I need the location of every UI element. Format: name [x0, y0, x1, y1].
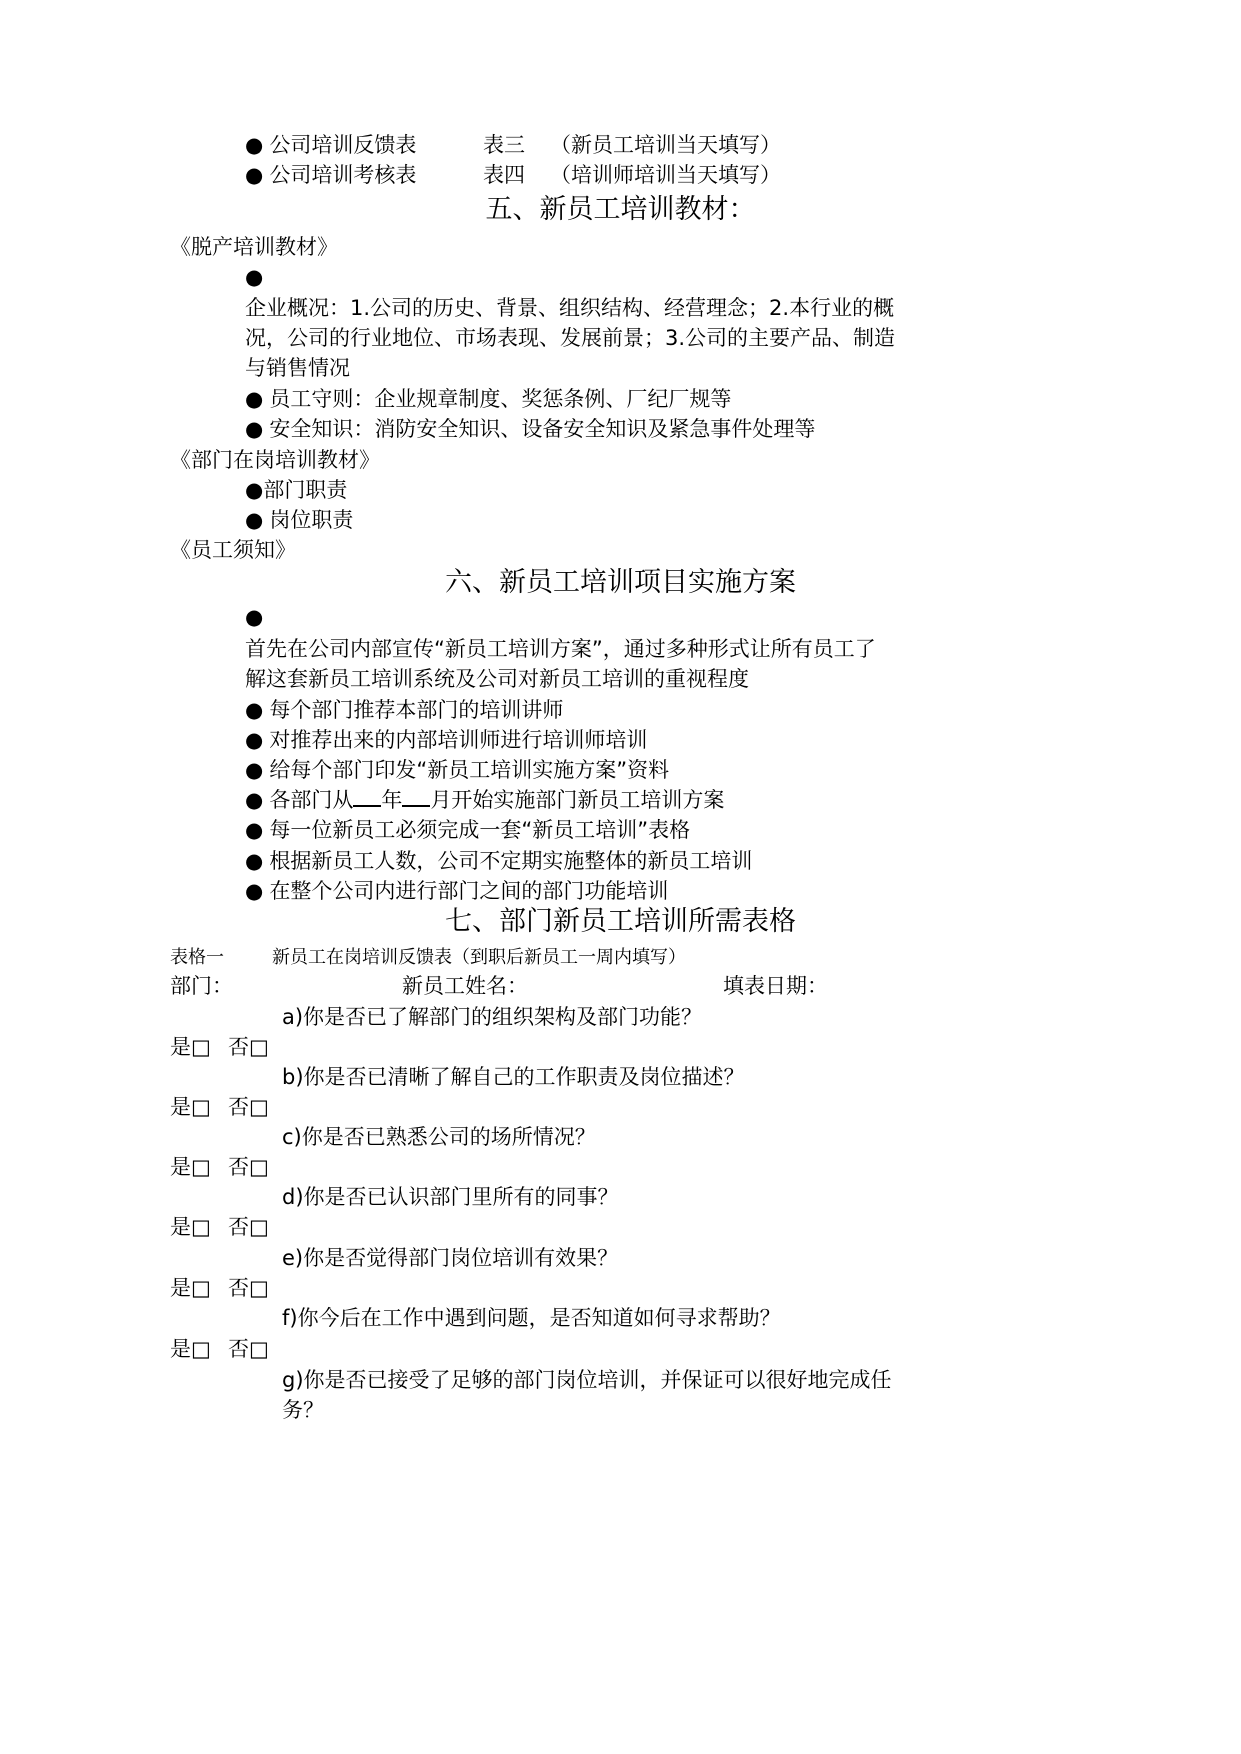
- no-checkbox[interactable]: 否□: [228, 1215, 269, 1239]
- list-item-text: 年: [381, 788, 403, 812]
- yes-checkbox[interactable]: 是□: [170, 1337, 211, 1361]
- form-label: 表格一: [170, 947, 224, 968]
- list-item-text: 每一位新员工必须完成一套“新员工培训”表格: [269, 818, 691, 842]
- question: d)你是否已认识部门里所有的同事？: [282, 1185, 619, 1209]
- list-item-text: 月开始实施部门新员工培训方案: [430, 788, 725, 812]
- bullet-icon: ●: [245, 849, 264, 873]
- list-item: [245, 695, 563, 725]
- list-item-text: 在整个公司内进行部门之间的部门功能培训: [269, 879, 669, 903]
- no-checkbox[interactable]: 否□: [228, 1035, 269, 1059]
- list-item-text: 部门职责: [263, 478, 348, 502]
- form-list-item: [245, 160, 781, 190]
- form-note: （新员工培训当天填写）: [550, 133, 781, 157]
- list-item-text: 每个部门推荐本部门的培训讲师: [269, 698, 564, 722]
- form-table: 表四: [483, 163, 525, 187]
- list-item: [245, 876, 668, 906]
- list-item: [245, 755, 669, 785]
- question: c)你是否已熟悉公司的场所情况？: [282, 1125, 596, 1149]
- paragraph-line: 与销售情况: [245, 356, 350, 380]
- bullet-icon: ●: [245, 133, 264, 157]
- bullet-icon: ●: [245, 758, 264, 782]
- question: f)你今后在工作中遇到问题，是否知道如何寻求帮助？: [282, 1306, 781, 1330]
- list-item: [245, 785, 724, 815]
- list-item: [245, 846, 752, 876]
- paragraph-line: 首先在公司内部宣传“新员工培训方案”，通过多种形式让所有员工了: [245, 637, 876, 661]
- bullet-icon: ●: [245, 478, 264, 502]
- question: g)你是否已接受了足够的部门岗位培训，并保证可以很好地完成任: [282, 1368, 892, 1392]
- question: 务？: [282, 1398, 324, 1422]
- list-item: [245, 414, 815, 444]
- bullet-icon: ●: [245, 508, 264, 532]
- list-item-text: 根据新员工人数，公司不定期实施整体的新员工培训: [269, 849, 753, 873]
- question: b)你是否已清晰了解自己的工作职责及岗位描述？: [282, 1065, 745, 1089]
- form-table: 表三: [483, 133, 525, 157]
- form-title: 新员工在岗培训反馈表（到职后新员工一周内填写）: [272, 947, 686, 968]
- section-7-heading: 七、部门新员工培训所需表格: [445, 906, 796, 937]
- dept-field-label: 部门：: [170, 974, 233, 998]
- list-item: [245, 505, 353, 535]
- form-name: 公司培训反馈表: [269, 133, 417, 157]
- yes-checkbox[interactable]: 是□: [170, 1035, 211, 1059]
- handbook-title: 《员工须知》: [170, 538, 296, 562]
- yes-checkbox[interactable]: 是□: [170, 1155, 211, 1179]
- bullet-icon: ●: [245, 265, 264, 289]
- bullet-icon: ●: [245, 698, 264, 722]
- question: e)你是否觉得部门岗位培训有效果？: [282, 1246, 619, 1270]
- list-item-text: 安全知识：消防安全知识、设备安全知识及紧急事件处理等: [269, 417, 816, 441]
- bullet-icon: ●: [245, 818, 264, 842]
- form-name: 公司培训考核表: [269, 163, 417, 187]
- section-6-heading: 六、新员工培训项目实施方案: [445, 567, 796, 598]
- list-item: [245, 475, 347, 505]
- form-note: （培训师培训当天填写）: [550, 163, 781, 187]
- employee-name-field-label: 新员工姓名：: [402, 974, 528, 998]
- list-item: [245, 384, 731, 414]
- list-item-text: 对推荐出来的内部培训师进行培训师培训: [269, 728, 648, 752]
- paragraph-line: 解这套新员工培训系统及公司对新员工培训的重视程度: [245, 667, 749, 691]
- bullet-icon: ●: [245, 788, 264, 812]
- list-item-text: 岗位职责: [269, 508, 354, 532]
- form-list-item: [245, 130, 781, 160]
- yes-checkbox[interactable]: 是□: [170, 1276, 211, 1300]
- no-checkbox[interactable]: 否□: [228, 1095, 269, 1119]
- year-blank[interactable]: [353, 787, 381, 807]
- bullet-icon: ●: [245, 879, 264, 903]
- paragraph-line: 企业概况：1.公司的历史、背景、组织结构、经营理念；2.本行业的概: [245, 296, 895, 320]
- yes-checkbox[interactable]: 是□: [170, 1215, 211, 1239]
- list-item-text: 给每个部门印发“新员工培训实施方案”资料: [269, 758, 670, 782]
- no-checkbox[interactable]: 否□: [228, 1276, 269, 1300]
- bullet-icon: ●: [245, 163, 264, 187]
- month-blank[interactable]: [402, 787, 430, 807]
- list-item: [245, 815, 690, 845]
- paragraph-line: 况，公司的行业地位、市场表现、发展前景；3.公司的主要产品、制造: [245, 326, 896, 350]
- no-checkbox[interactable]: 否□: [228, 1337, 269, 1361]
- dept-materials-title: 《部门在岗培训教材》: [170, 448, 380, 472]
- bullet-icon: ●: [245, 417, 264, 441]
- bullet-icon: ●: [245, 387, 264, 411]
- list-item-text: 各部门从: [269, 788, 354, 812]
- bullet-icon: ●: [245, 605, 264, 629]
- no-checkbox[interactable]: 否□: [228, 1155, 269, 1179]
- question: a)你是否已了解部门的组织架构及部门功能？: [282, 1005, 703, 1029]
- date-field-label: 填表日期：: [723, 974, 828, 998]
- list-item: [245, 725, 647, 755]
- offline-materials-title: 《脱产培训教材》: [170, 235, 338, 259]
- bullet-icon: ●: [245, 728, 264, 752]
- section-5-heading: 五、新员工培训教材：: [485, 194, 756, 225]
- yes-checkbox[interactable]: 是□: [170, 1095, 211, 1119]
- list-item-text: 员工守则：企业规章制度、奖惩条例、厂纪厂规等: [269, 387, 732, 411]
